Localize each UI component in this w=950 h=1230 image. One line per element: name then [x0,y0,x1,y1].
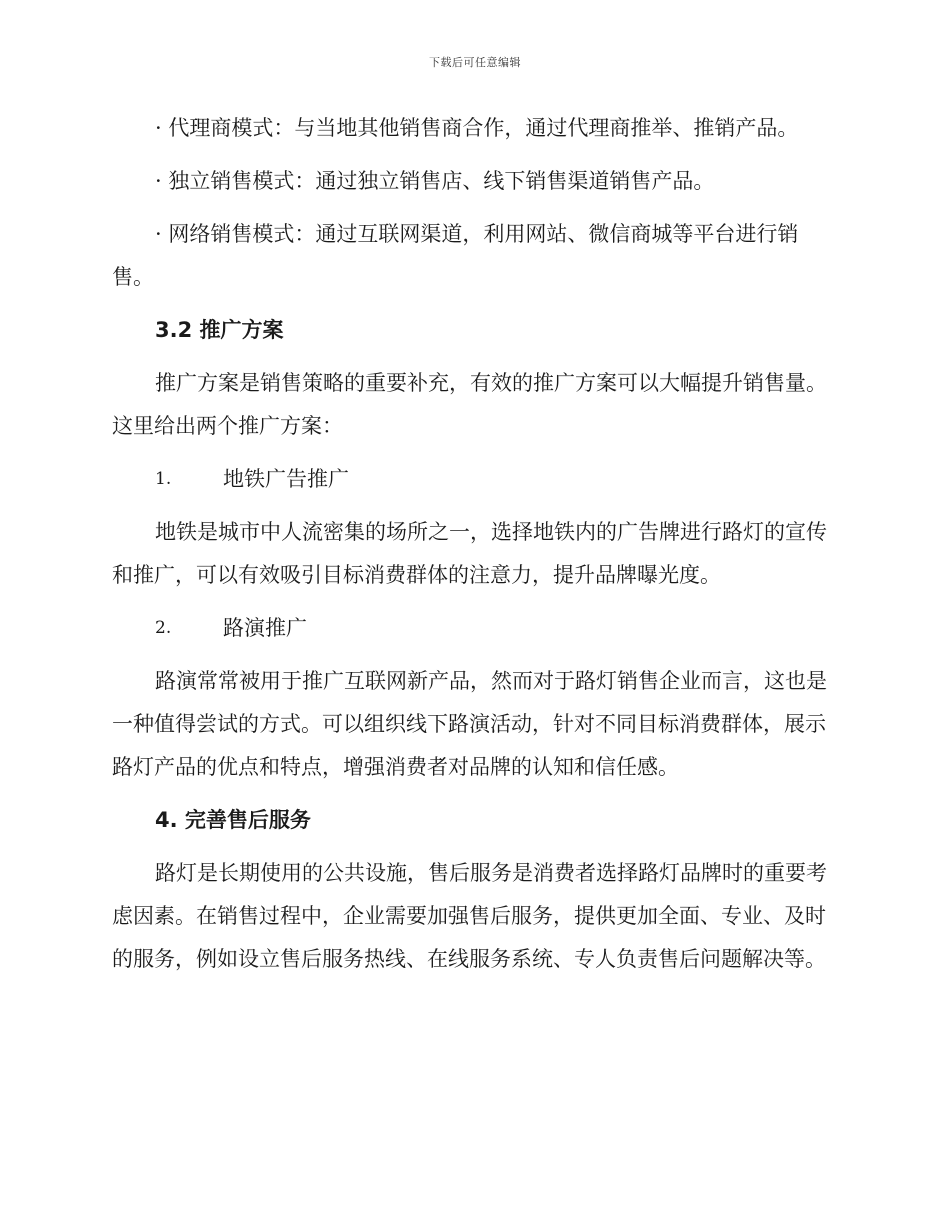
bullet-independent-mode: · 独立销售模式：通过独立销售店、线下销售渠道销售产品。 [155,169,715,193]
numbered-item-2 [112,607,832,650]
item-title: 地铁广告推广 [223,467,349,491]
item-2-paragraph: 路演常常被用于推广互联网新产品，然而对于路灯销售企业而言，这也是一种值得尝试的方式。可以组织线下路演活动，针对不同目标消费群体，展示路灯产品的优点和特点，增强消费者对品牌的认知和信任感。 [112,669,827,779]
section-heading-3-2: 3.2 推广方案 [155,318,284,342]
item-number: 2. [155,618,172,638]
section-3-2-intro: 推广方案是销售策略的重要补充，有效的推广方案可以大幅提升销售量。这里给出两个推广方案： [112,371,827,438]
bullet-online-mode: · 网络销售模式：通过互联网渠道，利用网站、微信商城等平台进行销售。 [112,222,799,289]
item-number: 1. [155,469,172,489]
item-title: 路演推广 [223,616,307,640]
page-header: 下载后可任意编辑 [429,56,521,69]
section-heading-4: 4. 完善售后服务 [155,808,311,832]
bullet-agent-mode: · 代理商模式：与当地其他销售商合作，通过代理商推举、推销产品。 [155,116,799,140]
numbered-item-1 [112,458,832,501]
section-4-paragraph: 路灯是长期使用的公共设施，售后服务是消费者选择路灯品牌时的重要考虑因素。在销售过程中，企业需要加强售后服务，提供更加全面、专业、及时的服务，例如设立售后服务热线、在线服务系统、专人负责售后问题解决等。 [112,861,827,971]
document-body [112,107,832,991]
item-1-paragraph: 地铁是城市中人流密集的场所之一，选择地铁内的广告牌进行路灯的宣传和推广，可以有效吸引目标消费群体的注意力，提升品牌曝光度。 [112,520,827,587]
